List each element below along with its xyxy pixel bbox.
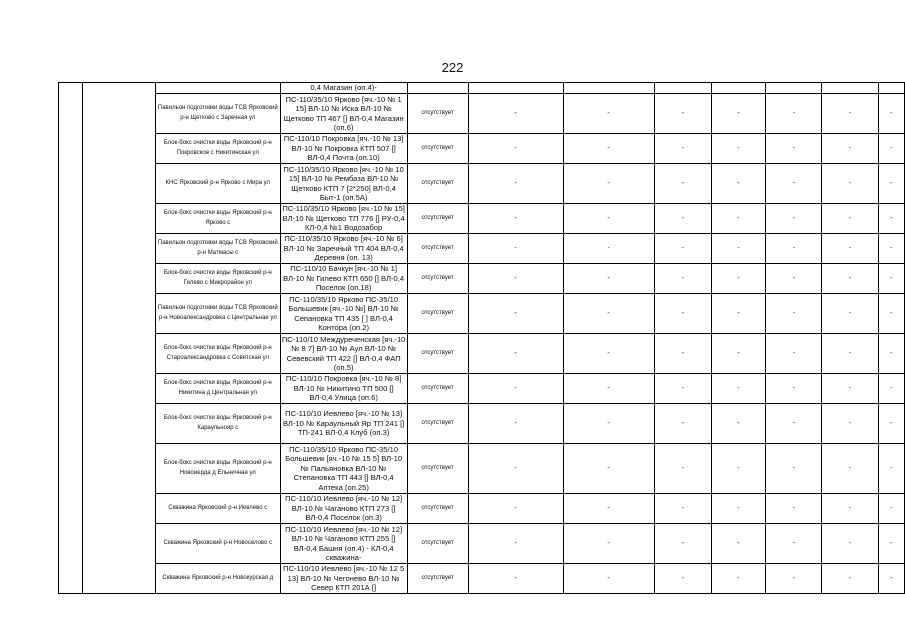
connection-cell: ПС-110/10 Иевлево [яч.-10 № 12 5 13] ВЛ-10 № Чегонево ВЛ-10 № Север КТП 201А []: [280, 564, 407, 594]
value-cell: -: [822, 564, 878, 594]
value-cell: -: [563, 374, 654, 404]
connection-cell: ПС-110/35/10 Ярково ПС-35/10 Большевик [яч.-10 №] ВЛ-10 № Сепановка ТП 435 [ ] ВЛ-0,4 Контора (оп.2): [280, 294, 407, 334]
value-cell: -: [563, 164, 654, 204]
status-cell: отсутствует: [407, 164, 468, 204]
value-cell: -: [766, 264, 822, 294]
table-row: [59, 94, 905, 134]
value-cell: -: [468, 204, 563, 234]
table-row: [59, 134, 905, 164]
status-cell: отсутствует: [407, 204, 468, 234]
connection-cell: ПС-110/35/10 Ярково ПС-35/10 Большевик [яч.-10 № 15 5] ВЛ-10 № Пальяновка ВЛ-10 № Степановка ТП 443 [] ВЛ-0,4 Аптека (оп.25): [280, 444, 407, 494]
value-cell: -: [468, 374, 563, 404]
value-cell: [654, 83, 711, 94]
object-cell: Блок-бокс очистки воды Ярковский р-н Староалександровка с Советская ул: [155, 334, 280, 374]
value-cell: -: [711, 134, 765, 164]
connection-cell: ПС-110/35/10 Ярково [яч.-10 № 6] ВЛ-10 № Заречный ТП 404 ВЛ-0,4 Деревня (оп. 13): [280, 234, 407, 264]
value-cell: [468, 83, 563, 94]
value-cell: -: [468, 134, 563, 164]
value-cell: -: [822, 404, 878, 444]
row-number-cell: [59, 83, 83, 594]
connection-cell: 0,4 Магазин (оп.4)-: [280, 83, 407, 94]
value-cell: -: [766, 164, 822, 204]
value-cell: -: [468, 334, 563, 374]
value-cell: -: [468, 234, 563, 264]
value-cell: -: [766, 134, 822, 164]
value-cell: -: [766, 494, 822, 524]
table-row: [59, 264, 905, 294]
value-cell: -: [654, 564, 711, 594]
connection-cell: ПС-110/10 Иевлево [яч.-10 № 12] ВЛ-10 № Чаганово КТП 273 [] ВЛ-0,4 Поселок (оп.3): [280, 494, 407, 524]
value-cell: -: [654, 374, 711, 404]
value-cell: -: [822, 164, 878, 204]
value-cell: -: [878, 374, 904, 404]
table-row: [59, 164, 905, 204]
object-cell: Скважина Ярковский р-н Новоселово с: [155, 524, 280, 564]
value-cell: -: [822, 234, 878, 264]
value-cell: -: [468, 164, 563, 204]
value-cell: -: [468, 524, 563, 564]
value-cell: -: [654, 494, 711, 524]
status-cell: отсутствует: [407, 444, 468, 494]
value-cell: -: [711, 494, 765, 524]
table-row: [59, 564, 905, 594]
object-cell: Блок-бокс очистки воды Ярковский р-н Никитина д Центральная ул: [155, 374, 280, 404]
value-cell: -: [878, 564, 904, 594]
value-cell: -: [878, 164, 904, 204]
value-cell: -: [711, 334, 765, 374]
value-cell: -: [654, 164, 711, 204]
value-cell: -: [563, 404, 654, 444]
table-row: [59, 83, 905, 94]
value-cell: -: [563, 294, 654, 334]
value-cell: -: [468, 564, 563, 594]
value-cell: -: [822, 94, 878, 134]
table-row: [59, 444, 905, 494]
value-cell: -: [468, 294, 563, 334]
connection-cell: ПС-110/10 Покровка [яч.-10 № 13] ВЛ-10 № Покровка КТП 507 [] ВЛ-0,4 Почта (оп.10): [280, 134, 407, 164]
value-cell: -: [711, 264, 765, 294]
value-cell: -: [766, 234, 822, 264]
status-cell: отсутствует: [407, 494, 468, 524]
value-cell: -: [654, 524, 711, 564]
value-cell: -: [822, 444, 878, 494]
value-cell: [711, 83, 765, 94]
table-row: [59, 334, 905, 374]
value-cell: -: [654, 294, 711, 334]
connection-cell: ПС-110/35/10 Ярково [яч.-10 № 15] ВЛ-10 № Щетково ТП 776 [] РУ-0,4 КЛ-0,4 №1 Водозабор: [280, 204, 407, 234]
value-cell: -: [711, 204, 765, 234]
object-cell: Павильон подготовки воды ТСВ Ярковский р-н Матмасы с: [155, 234, 280, 264]
value-cell: [822, 83, 878, 94]
status-cell: отсутствует: [407, 94, 468, 134]
value-cell: -: [711, 94, 765, 134]
object-cell: Блок-бокс очистки воды Ярковский р-н Гилево с Микрорайон ул: [155, 264, 280, 294]
value-cell: -: [822, 524, 878, 564]
object-cell: Павильон подготовки воды ТСВ Ярковский р-н Новоалександровка с Центральная ул: [155, 294, 280, 334]
value-cell: -: [766, 204, 822, 234]
value-cell: -: [563, 234, 654, 264]
status-cell: отсутствует: [407, 264, 468, 294]
connection-cell: ПС-110/10 Междуреченская [яч.-10 № 8 7] ВЛ-10 № Аул ВЛ-10 № Севевский ТП 422 [] ВЛ-0,4 ФАП (оп.5): [281, 334, 406, 372]
value-cell: [766, 83, 822, 94]
value-cell: -: [766, 524, 822, 564]
page-number: 222: [441, 60, 464, 75]
status-cell: отсутствует: [407, 134, 468, 164]
table-row: [59, 494, 905, 524]
object-cell: Скважина Ярковский р-н Иевлево с: [155, 494, 280, 524]
value-cell: -: [766, 94, 822, 134]
value-cell: -: [711, 164, 765, 204]
value-cell: -: [878, 524, 904, 564]
object-cell: Блок-бокс очистки воды Ярковский р-н Новоиерда д Ельничная ул: [155, 444, 280, 494]
object-cell: КНС Ярковский р-н Ярково с Мира ул: [155, 164, 280, 204]
value-cell: -: [711, 444, 765, 494]
value-cell: -: [711, 564, 765, 594]
value-cell: -: [711, 524, 765, 564]
value-cell: -: [654, 264, 711, 294]
value-cell: -: [878, 294, 904, 334]
value-cell: -: [766, 404, 822, 444]
value-cell: -: [654, 204, 711, 234]
value-cell: -: [766, 444, 822, 494]
value-cell: -: [878, 204, 904, 234]
status-cell: отсутствует: [407, 234, 468, 264]
object-cell: Скважина Ярковский р-н Новокурская д: [155, 564, 280, 594]
value-cell: -: [563, 204, 654, 234]
value-cell: -: [563, 134, 654, 164]
value-cell: -: [563, 524, 654, 564]
connection-cell: ПС-110/10 Покровка [яч.-10 № 8] ВЛ-10 № Никитино ТП 500 [] ВЛ-0,4 Улица (оп.6): [280, 374, 407, 404]
value-cell: [878, 83, 904, 94]
value-cell: -: [468, 444, 563, 494]
value-cell: -: [563, 494, 654, 524]
value-cell: -: [654, 444, 711, 494]
status-cell: [407, 83, 468, 94]
value-cell: -: [711, 404, 765, 444]
status-cell: отсутствует: [407, 404, 468, 444]
connection-cell: ПС-110/10 Иевлево [яч.-10 № 12] ВЛ-10 № Чаганово КТП 255 [] ВЛ-0,4 Башня (оп.4) - КЛ-0,4 скважина-: [280, 524, 407, 564]
value-cell: -: [468, 494, 563, 524]
value-cell: -: [468, 264, 563, 294]
value-cell: -: [766, 294, 822, 334]
value-cell: -: [654, 404, 711, 444]
status-cell: отсутствует: [407, 524, 468, 564]
value-cell: -: [766, 564, 822, 594]
table-row: [59, 524, 905, 564]
object-cell: Блок-бокс очистки воды Ярковский р-н Ярково с: [155, 204, 280, 234]
value-cell: -: [878, 134, 904, 164]
table-row: [59, 404, 905, 444]
object-cell: Павильон подготовки воды ТСВ Ярковский р-н Щетково с Заречная ул: [155, 94, 280, 134]
connection-cell: ПС-110/10 Иевлево [яч.-10 № 13] ВЛ-10 № Караульный Яр ТП 241 [] ТП-241 ВЛ-0,4 Клуб (оп.3): [280, 404, 407, 444]
object-cell: Блок-бокс очистки воды Ярковский р-н Караульнояр с: [155, 404, 280, 444]
connection-cell: ПС-110/35/10 Ярково [яч.-10 № 1 15] ВЛ-10 № Иска ВЛ-10 № Щетково ТП 467 [] ВЛ-0,4 Магазин (оп.6): [280, 94, 407, 134]
value-cell: [563, 83, 654, 94]
value-cell: -: [654, 234, 711, 264]
value-cell: -: [468, 404, 563, 444]
value-cell: -: [822, 134, 878, 164]
value-cell: -: [711, 294, 765, 334]
value-cell: -: [878, 264, 904, 294]
value-cell: -: [766, 374, 822, 404]
value-cell: -: [878, 404, 904, 444]
object-cell: [155, 83, 280, 94]
table-row: [59, 294, 905, 334]
value-cell: -: [711, 234, 765, 264]
value-cell: -: [654, 94, 711, 134]
value-cell: -: [468, 94, 563, 134]
value-cell: -: [822, 334, 878, 374]
connection-cell: ПС-110/35/10 Ярково [яч.-10 № 10 15] ВЛ-10 № Рембаза ВЛ-10 № Щетково КТП 7 [2*250] ВЛ-0,4 Быт-1 (оп.5А): [280, 164, 407, 204]
value-cell: -: [711, 374, 765, 404]
value-cell: -: [563, 264, 654, 294]
table-row: [59, 374, 905, 404]
value-cell: -: [878, 444, 904, 494]
value-cell: -: [822, 204, 878, 234]
status-cell: отсутствует: [407, 334, 468, 374]
value-cell: -: [766, 334, 822, 374]
value-cell: -: [822, 494, 878, 524]
value-cell: -: [878, 94, 904, 134]
table-row: [59, 234, 905, 264]
table-row: [59, 204, 905, 234]
code-cell: [83, 83, 156, 594]
value-cell: -: [654, 334, 711, 374]
value-cell: -: [878, 234, 904, 264]
value-cell: -: [878, 334, 904, 374]
value-cell: -: [878, 494, 904, 524]
value-cell: -: [822, 294, 878, 334]
value-cell: -: [563, 334, 654, 374]
value-cell: -: [822, 264, 878, 294]
object-cell: Блок-бокс очистки воды Ярковский р-н Покровское с Никитинская ул: [155, 134, 280, 164]
connection-cell: ПС-110/10 Бачкун [яч.-10 № 1] ВЛ-10 № Гилево КТП 650 [] ВЛ-0,4 Поселок (оп.18): [280, 264, 407, 294]
value-cell: -: [563, 444, 654, 494]
value-cell: -: [563, 564, 654, 594]
status-cell: отсутствует: [407, 564, 468, 594]
data-table: [58, 82, 905, 594]
status-cell: отсутствует: [407, 294, 468, 334]
status-cell: отсутствует: [407, 374, 468, 404]
value-cell: -: [822, 374, 878, 404]
value-cell: -: [563, 94, 654, 134]
value-cell: -: [654, 134, 711, 164]
